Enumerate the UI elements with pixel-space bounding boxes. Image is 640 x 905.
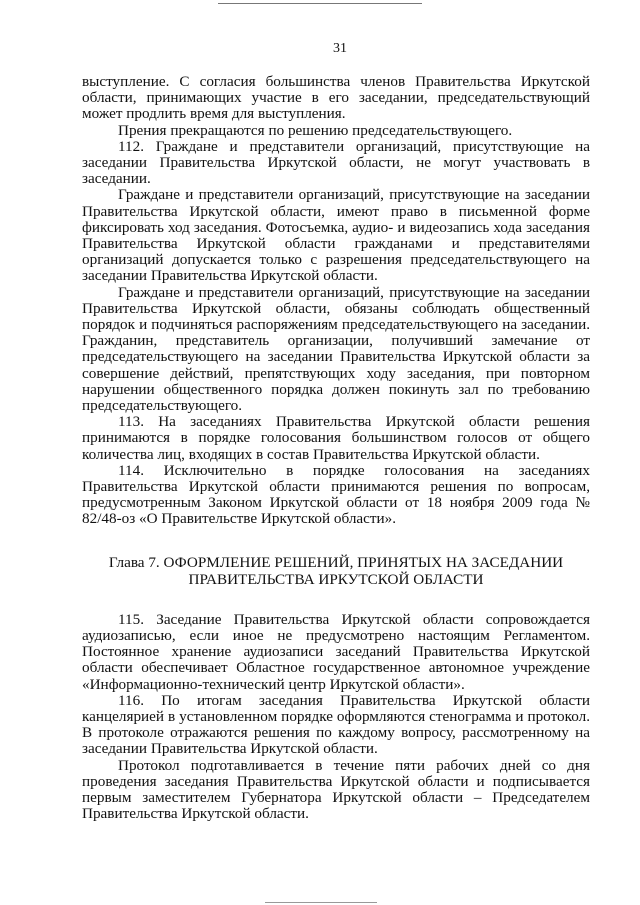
paragraph: 116. По итогам заседания Правительства Иркутской области канцелярией в установленном порядке оформляются стенограмма и протокол. В протоколе отражаются решения по каждому вопросу, рассмотренному на заседании Правительства Иркутской области.: [82, 691, 590, 758]
top-rule: [218, 3, 422, 4]
bottom-rule: [265, 902, 377, 903]
chapter-heading-line-2: ПРАВИТЕЛЬСТВА ИРКУТСКОЙ ОБЛАСТИ: [188, 570, 484, 588]
body-text-bottom: [82, 612, 590, 823]
paragraph: Прения прекращаются по решению председательствующего.: [118, 121, 513, 139]
paragraph: Граждане и представители организаций, присутствующие на заседании Правительства Иркутской области, имеют право в письменной форме фиксировать ход заседания. Фотосъемка, аудио- и видеозапись хода заседания Правительства Иркутской области гражданами и представителями организаций допускается только с разрешения председательствующего на заседании Правительства Иркутской области.: [82, 186, 590, 285]
body-text-top: [82, 74, 590, 528]
paragraph: Граждане и представители организаций, присутствующие на заседании Правительства Иркутской области, обязаны соблюдать общественный порядок и подчиняться распоряжениям председательствующего на заседании. Гражданин, представитель организации, получивший замечание от председательствующего на заседании Правительства Иркутской области за совершение действий, препятствующих ходу заседания, при повторном нарушении общественного порядка должен покинуть зал по требованию председательствующего.: [82, 283, 590, 415]
paragraph: Протокол подготавливается в течение пяти рабочих дней со дня проведения заседания Правительства Иркутской области и подписывается первым заместителем Губернатора Иркутской области – Председателем Правительства Иркутской области.: [82, 756, 590, 823]
paragraph: 115. Заседание Правительства Иркутской области сопровождается аудиозаписью, если иное не предусмотрено настоящим Регламентом. Постоянное хранение аудиозаписи заседаний Правительства Иркутской области обеспечивает Областное государственное автономное учреждение «Информационно-технический центр Иркутской области».: [82, 610, 590, 693]
page-number: 31: [333, 41, 347, 56]
chapter-heading: [82, 554, 590, 588]
chapter-heading-line-1: Глава 7. ОФОРМЛЕНИЕ РЕШЕНИЙ, ПРИНЯТЫХ НА ЗАСЕДАНИИ: [108, 553, 564, 571]
paragraph: 112. Граждане и представители организаций, присутствующие на заседании Правительства Иркутской области, не могут участвовать в заседании.: [82, 137, 590, 188]
paragraph: 114. Исключительно в порядке голосования на заседаниях Правительства Иркутской области принимаются решения по вопросам, предусмотренным Законом Иркутской области от 18 ноября 2009 года № 82/48-оз «О Правительстве Иркутской области».: [82, 461, 590, 528]
paragraph: выступление. С согласия большинства членов Правительства Иркутской области, принимающих участие в его заседании, председательствующий может продлить время для выступления.: [82, 73, 590, 123]
paragraph: 113. На заседаниях Правительства Иркутской области решения принимаются в порядке голосования большинством голосов от общего количества лиц, входящих в состав Правительства Иркутской области.: [82, 413, 590, 463]
